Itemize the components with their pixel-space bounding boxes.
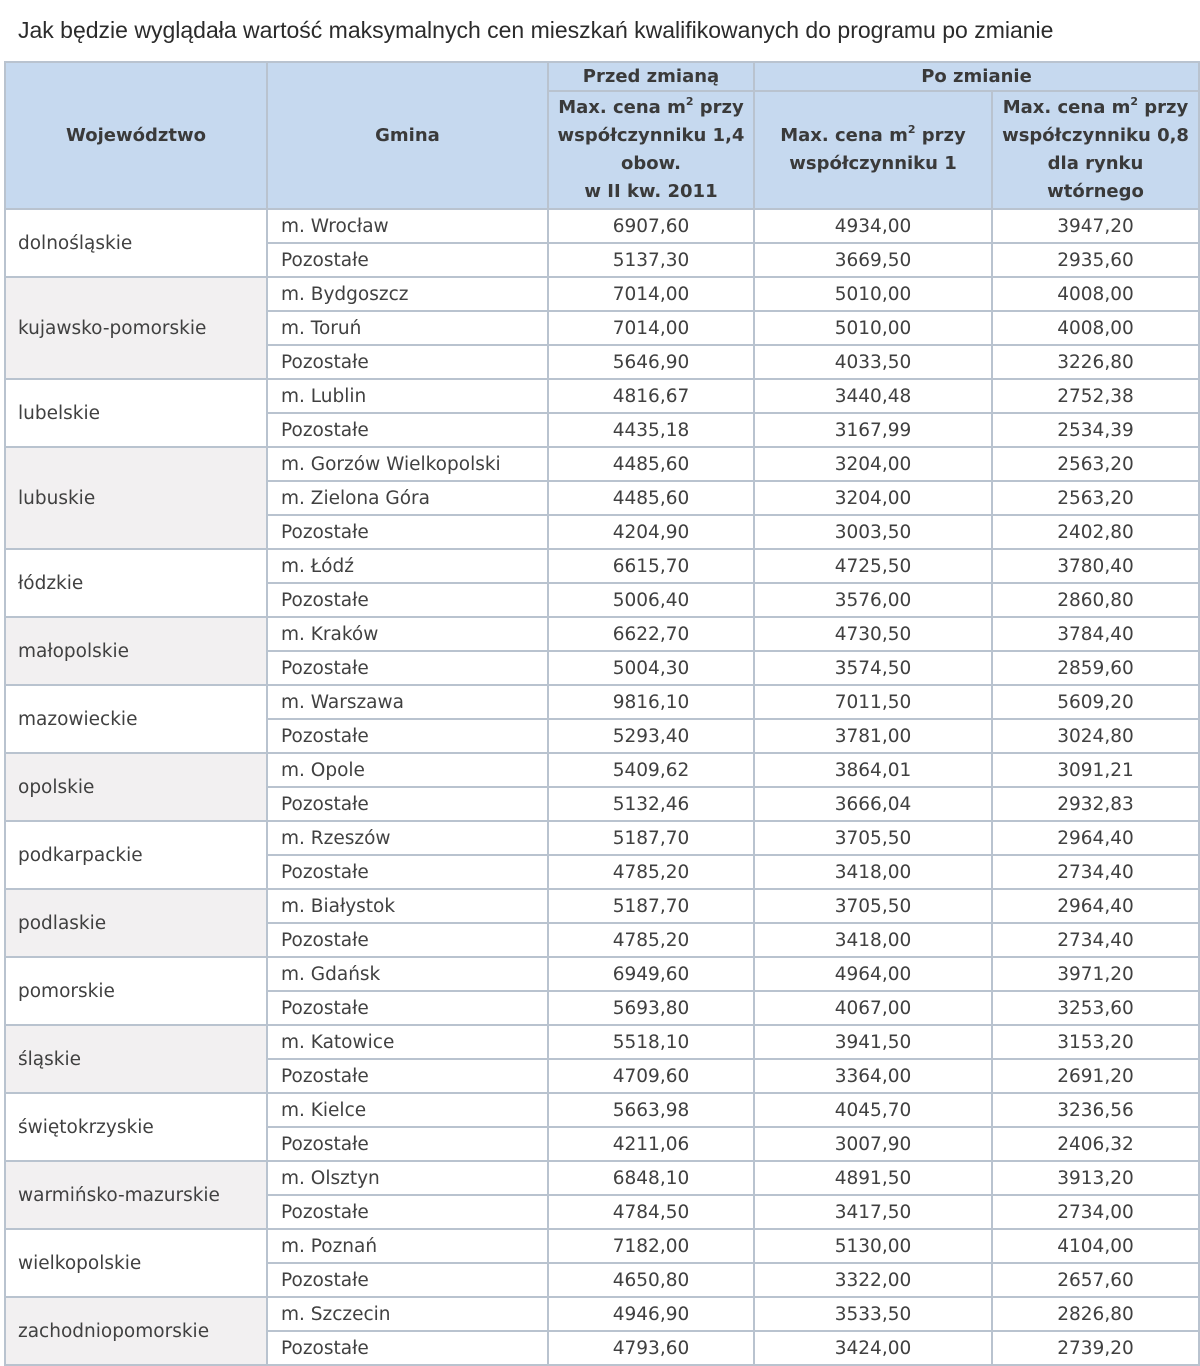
table-row (5, 209, 1199, 243)
cell-gmina: m. Opole (267, 753, 548, 787)
cell-po-1: 3669,50 (754, 243, 992, 277)
cell-po-1: 4045,70 (754, 1093, 992, 1127)
cell-po-08: 2691,20 (992, 1059, 1199, 1093)
cell-po-08: 2964,40 (992, 821, 1199, 855)
header-po-zmianie: Po zmianie (754, 62, 1199, 91)
cell-gmina: Pozostałe (267, 855, 548, 889)
cell-gmina: m. Olsztyn (267, 1161, 548, 1195)
header-col-przed: Max. cena $m^2$ przy współczynniku 1,4 obow. w II kw. 2011 (548, 91, 754, 209)
cell-przed: 4785,20 (548, 923, 754, 957)
cell-po-08: 5609,20 (992, 685, 1199, 719)
cell-po-08: 3153,20 (992, 1025, 1199, 1059)
cell-po-1: 3705,50 (754, 889, 992, 923)
cell-po-08: 3091,21 (992, 753, 1199, 787)
cell-gmina: Pozostałe (267, 651, 548, 685)
cell-po-08: 2402,80 (992, 515, 1199, 549)
cell-gmina: Pozostałe (267, 243, 548, 277)
cell-po-08: 2406,32 (992, 1127, 1199, 1161)
cell-wojewodztwo: opolskie (5, 753, 267, 821)
cell-po-08: 2734,00 (992, 1195, 1199, 1229)
cell-po-08: 2563,20 (992, 481, 1199, 515)
cell-po-08: 2734,40 (992, 923, 1199, 957)
table-row (5, 1297, 1199, 1331)
cell-wojewodztwo: lubuskie (5, 447, 267, 549)
cell-przed: 6615,70 (548, 549, 754, 583)
cell-gmina: Pozostałe (267, 1331, 548, 1365)
cell-po-1: 3204,00 (754, 447, 992, 481)
cell-po-08: 3226,80 (992, 345, 1199, 379)
cell-gmina: m. Toruń (267, 311, 548, 345)
cell-gmina: m. Kielce (267, 1093, 548, 1127)
cell-po-08: 2935,60 (992, 243, 1199, 277)
cell-po-1: 4934,00 (754, 209, 992, 243)
cell-po-1: 3576,00 (754, 583, 992, 617)
cell-po-08: 3236,56 (992, 1093, 1199, 1127)
table-row (5, 447, 1199, 481)
cell-przed: 5132,46 (548, 787, 754, 821)
cell-przed: 4785,20 (548, 855, 754, 889)
cell-wojewodztwo: wielkopolskie (5, 1229, 267, 1297)
cell-gmina: Pozostałe (267, 923, 548, 957)
cell-po-08: 2826,80 (992, 1297, 1199, 1331)
table-header (5, 62, 1199, 209)
cell-po-1: 5010,00 (754, 277, 992, 311)
cell-po-08: 2534,39 (992, 413, 1199, 447)
cell-gmina: Pozostałe (267, 1263, 548, 1297)
cell-przed: 7014,00 (548, 311, 754, 345)
cell-po-1: 3418,00 (754, 923, 992, 957)
cell-po-1: 3941,50 (754, 1025, 992, 1059)
cell-gmina: m. Poznań (267, 1229, 548, 1263)
cell-wojewodztwo: podlaskie (5, 889, 267, 957)
cell-gmina: m. Szczecin (267, 1297, 548, 1331)
table-row (5, 379, 1199, 413)
table-row (5, 685, 1199, 719)
cell-po-1: 3003,50 (754, 515, 992, 549)
cell-po-1: 3424,00 (754, 1331, 992, 1365)
cell-po-1: 3322,00 (754, 1263, 992, 1297)
cell-po-1: 7011,50 (754, 685, 992, 719)
table-row (5, 1229, 1199, 1263)
cell-gmina: Pozostałe (267, 583, 548, 617)
cell-przed: 5004,30 (548, 651, 754, 685)
cell-wojewodztwo: śląskie (5, 1025, 267, 1093)
cell-przed: 7182,00 (548, 1229, 754, 1263)
cell-gmina: m. Białystok (267, 889, 548, 923)
cell-gmina: m. Rzeszów (267, 821, 548, 855)
cell-przed: 4485,60 (548, 481, 754, 515)
cell-wojewodztwo: zachodniopomorskie (5, 1297, 267, 1365)
cell-po-08: 4008,00 (992, 277, 1199, 311)
cell-po-1: 3167,99 (754, 413, 992, 447)
cell-po-1: 3666,04 (754, 787, 992, 821)
cell-wojewodztwo: podkarpackie (5, 821, 267, 889)
cell-przed: 4435,18 (548, 413, 754, 447)
table-row (5, 1025, 1199, 1059)
cell-gmina: m. Gorzów Wielkopolski (267, 447, 548, 481)
cell-po-08: 2932,83 (992, 787, 1199, 821)
cell-po-08: 4104,00 (992, 1229, 1199, 1263)
cell-gmina: Pozostałe (267, 515, 548, 549)
cell-po-08: 4008,00 (992, 311, 1199, 345)
table-row (5, 821, 1199, 855)
cell-przed: 5409,62 (548, 753, 754, 787)
cell-gmina: Pozostałe (267, 719, 548, 753)
cell-wojewodztwo: małopolskie (5, 617, 267, 685)
cell-po-08: 3784,40 (992, 617, 1199, 651)
header-przed-zmiana: Przed zmianą (548, 62, 754, 91)
cell-gmina: m. Łódź (267, 549, 548, 583)
cell-po-1: 5130,00 (754, 1229, 992, 1263)
cell-wojewodztwo: świętokrzyskie (5, 1093, 267, 1161)
cell-wojewodztwo: kujawsko-pomorskie (5, 277, 267, 379)
cell-przed: 5518,10 (548, 1025, 754, 1059)
cell-po-08: 2657,60 (992, 1263, 1199, 1297)
cell-po-1: 3864,01 (754, 753, 992, 787)
cell-przed: 4946,90 (548, 1297, 754, 1331)
cell-po-1: 3418,00 (754, 855, 992, 889)
table-row (5, 753, 1199, 787)
cell-po-1: 3574,50 (754, 651, 992, 685)
cell-przed: 4204,90 (548, 515, 754, 549)
cell-po-1: 3204,00 (754, 481, 992, 515)
cell-przed: 6622,70 (548, 617, 754, 651)
header-gmina: Gmina (267, 62, 548, 209)
cell-gmina: m. Kraków (267, 617, 548, 651)
cell-gmina: Pozostałe (267, 345, 548, 379)
cell-przed: 4784,50 (548, 1195, 754, 1229)
cell-przed: 5663,98 (548, 1093, 754, 1127)
cell-po-1: 5010,00 (754, 311, 992, 345)
cell-po-1: 3007,90 (754, 1127, 992, 1161)
cell-przed: 4485,60 (548, 447, 754, 481)
table-row (5, 277, 1199, 311)
cell-przed: 4816,67 (548, 379, 754, 413)
cell-po-08: 2563,20 (992, 447, 1199, 481)
cell-gmina: Pozostałe (267, 1127, 548, 1161)
cell-wojewodztwo: warmińsko-mazurskie (5, 1161, 267, 1229)
header-wojewodztwo: Województwo (5, 62, 267, 209)
table-row (5, 617, 1199, 651)
cell-po-1: 4067,00 (754, 991, 992, 1025)
cell-po-08: 3780,40 (992, 549, 1199, 583)
cell-przed: 5187,70 (548, 889, 754, 923)
cell-po-1: 4891,50 (754, 1161, 992, 1195)
cell-przed: 5137,30 (548, 243, 754, 277)
cell-po-1: 4725,50 (754, 549, 992, 583)
cell-gmina: Pozostałe (267, 413, 548, 447)
cell-po-1: 3705,50 (754, 821, 992, 855)
cell-po-08: 3947,20 (992, 209, 1199, 243)
cell-przed: 4709,60 (548, 1059, 754, 1093)
cell-przed: 4793,60 (548, 1331, 754, 1365)
cell-przed: 5187,70 (548, 821, 754, 855)
cell-gmina: m. Katowice (267, 1025, 548, 1059)
cell-gmina: m. Bydgoszcz (267, 277, 548, 311)
cell-wojewodztwo: pomorskie (5, 957, 267, 1025)
cell-po-08: 2739,20 (992, 1331, 1199, 1365)
cell-po-08: 2860,80 (992, 583, 1199, 617)
table-row (5, 957, 1199, 991)
cell-przed: 9816,10 (548, 685, 754, 719)
header-col-po-08: Max. cena $m^2$ przy współczynniku 0,8 dla rynku wtórnego (992, 91, 1199, 209)
cell-przed: 6949,60 (548, 957, 754, 991)
cell-po-1: 3533,50 (754, 1297, 992, 1331)
cell-gmina: Pozostałe (267, 1059, 548, 1093)
cell-przed: 7014,00 (548, 277, 754, 311)
page-title: Jak będzie wyglądała wartość maksymalnych cen mieszkań kwalifikowanych do programu po zmianie (18, 17, 1054, 43)
cell-przed: 4650,80 (548, 1263, 754, 1297)
cell-po-08: 2752,38 (992, 379, 1199, 413)
prices-table (4, 61, 1200, 1366)
table-body (5, 209, 1199, 1365)
cell-po-08: 3253,60 (992, 991, 1199, 1025)
cell-po-08: 2964,40 (992, 889, 1199, 923)
cell-po-1: 4964,00 (754, 957, 992, 991)
cell-po-1: 3417,50 (754, 1195, 992, 1229)
header-col-po-1: Max. cena $m^2$ przy współczynniku 1 (754, 91, 992, 209)
table-row (5, 549, 1199, 583)
cell-po-08: 2859,60 (992, 651, 1199, 685)
cell-przed: 5693,80 (548, 991, 754, 1025)
table-row (5, 889, 1199, 923)
cell-po-08: 3024,80 (992, 719, 1199, 753)
cell-gmina: m. Wrocław (267, 209, 548, 243)
cell-przed: 5293,40 (548, 719, 754, 753)
cell-po-1: 3364,00 (754, 1059, 992, 1093)
cell-przed: 4211,06 (548, 1127, 754, 1161)
cell-przed: 5646,90 (548, 345, 754, 379)
cell-po-08: 2734,40 (992, 855, 1199, 889)
cell-gmina: Pozostałe (267, 991, 548, 1025)
cell-po-1: 3440,48 (754, 379, 992, 413)
cell-przed: 6848,10 (548, 1161, 754, 1195)
cell-gmina: m. Lublin (267, 379, 548, 413)
cell-po-1: 3781,00 (754, 719, 992, 753)
cell-gmina: m. Warszawa (267, 685, 548, 719)
cell-gmina: m. Gdańsk (267, 957, 548, 991)
cell-gmina: m. Zielona Góra (267, 481, 548, 515)
cell-wojewodztwo: mazowieckie (5, 685, 267, 753)
table-row (5, 1093, 1199, 1127)
cell-przed: 5006,40 (548, 583, 754, 617)
cell-po-1: 4730,50 (754, 617, 992, 651)
cell-wojewodztwo: łódzkie (5, 549, 267, 617)
cell-po-1: 4033,50 (754, 345, 992, 379)
cell-wojewodztwo: dolnośląskie (5, 209, 267, 277)
cell-wojewodztwo: lubelskie (5, 379, 267, 447)
cell-po-08: 3913,20 (992, 1161, 1199, 1195)
cell-po-08: 3971,20 (992, 957, 1199, 991)
table-row (5, 1161, 1199, 1195)
cell-przed: 6907,60 (548, 209, 754, 243)
cell-gmina: Pozostałe (267, 787, 548, 821)
cell-gmina: Pozostałe (267, 1195, 548, 1229)
